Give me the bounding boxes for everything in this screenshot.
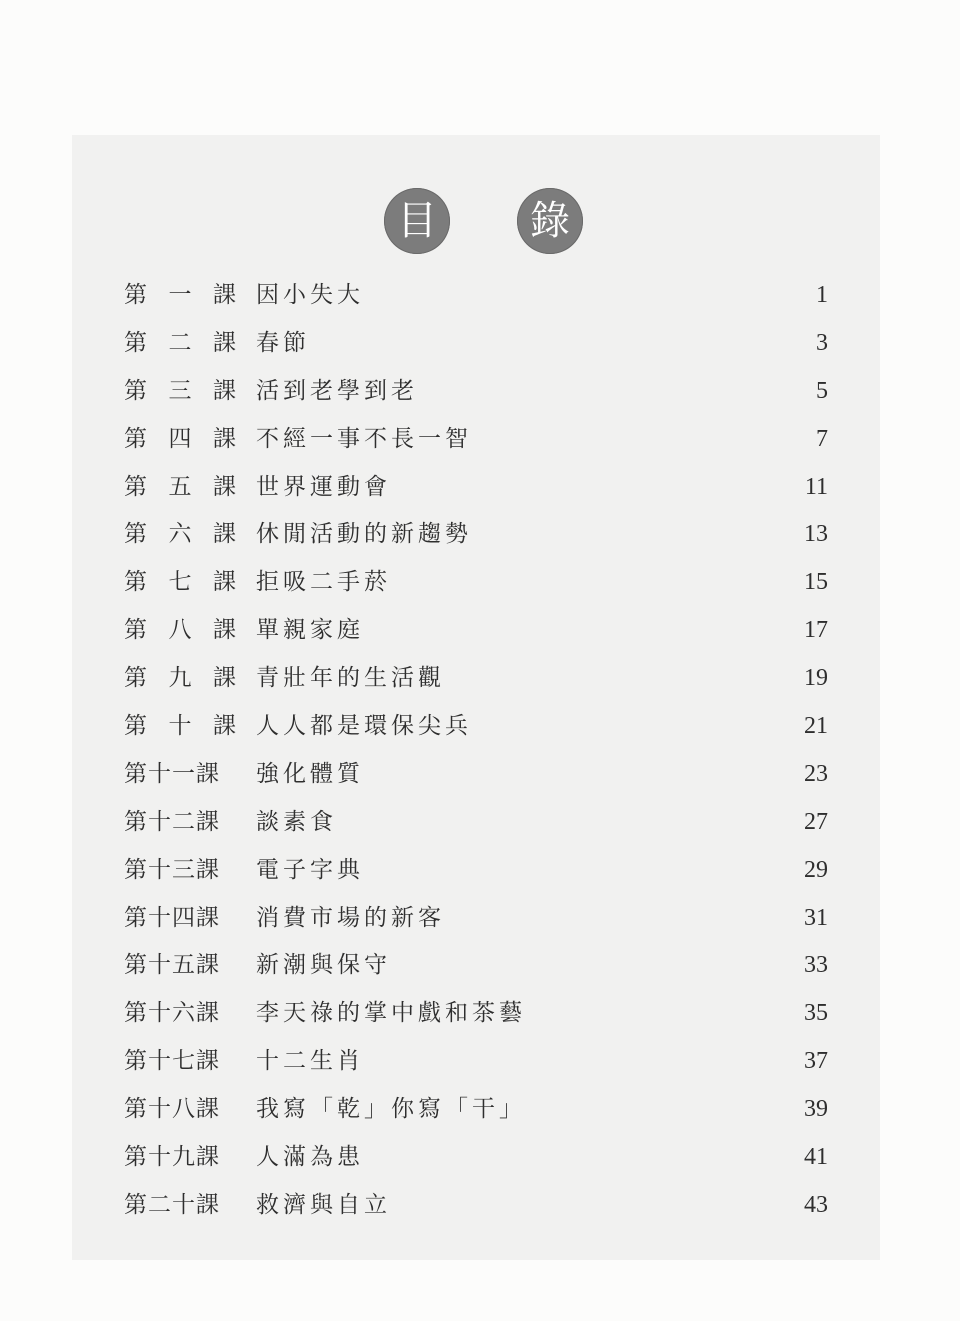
lesson-title: 世界運動會 xyxy=(256,473,391,500)
page-number: 27 xyxy=(804,808,828,835)
lesson-number: 第十三課 xyxy=(124,856,220,883)
toc-entry[interactable] xyxy=(0,511,960,559)
lesson-title: 十二生肖 xyxy=(256,1048,364,1075)
toc-entry[interactable] xyxy=(0,272,960,320)
heading-char-1: 目 xyxy=(397,198,437,244)
lesson-number: 第十七課 xyxy=(124,1048,220,1075)
page-number: 5 xyxy=(816,377,828,404)
page-number: 21 xyxy=(804,713,828,740)
lesson-title: 李天祿的掌中戲和茶藝 xyxy=(256,1000,526,1027)
toc-entry[interactable] xyxy=(0,464,960,512)
lesson-number: 第十九課 xyxy=(124,1144,220,1171)
page-number: 31 xyxy=(804,904,828,931)
page-number: 39 xyxy=(804,1096,828,1123)
page-number: 15 xyxy=(804,569,828,596)
heading-circle-2 xyxy=(517,188,583,254)
lesson-number: 第 三 課 xyxy=(124,377,236,404)
page-number: 11 xyxy=(804,473,828,500)
lesson-title: 人人都是環保尖兵 xyxy=(256,713,472,740)
page-number: 7 xyxy=(816,425,828,452)
lesson-number: 第十八課 xyxy=(124,1096,220,1123)
page-number: 17 xyxy=(804,617,828,644)
toc-entry[interactable] xyxy=(0,942,960,990)
lesson-title: 談素食 xyxy=(256,808,337,835)
lesson-number: 第 一 課 xyxy=(124,282,236,308)
page-number: 35 xyxy=(804,1000,828,1027)
lesson-number: 第十四課 xyxy=(124,904,220,931)
toc-entry[interactable] xyxy=(0,847,960,895)
lesson-title: 因小失大 xyxy=(256,282,364,308)
page-number: 29 xyxy=(804,856,828,883)
toc-entry[interactable] xyxy=(0,655,960,703)
toc-entry[interactable] xyxy=(0,895,960,943)
lesson-title: 春節 xyxy=(256,329,310,356)
lesson-number: 第 二 課 xyxy=(124,329,236,356)
page-number: 23 xyxy=(804,760,828,787)
page-number: 43 xyxy=(804,1191,828,1218)
lesson-number: 第 七 課 xyxy=(124,569,236,596)
toc-entry[interactable] xyxy=(0,416,960,464)
lesson-title: 拒吸二手菸 xyxy=(256,569,391,596)
lesson-number: 第 九 課 xyxy=(124,665,236,692)
lesson-title: 我寫「乾」你寫「干」 xyxy=(256,1096,526,1123)
page-number: 41 xyxy=(804,1144,828,1171)
page-number: 37 xyxy=(804,1048,828,1075)
lesson-title: 休閒活動的新趨勢 xyxy=(256,521,472,548)
heading-circle-1 xyxy=(384,188,450,254)
lesson-number: 第十一課 xyxy=(124,760,220,787)
page-number: 33 xyxy=(804,952,828,979)
lesson-title: 強化體質 xyxy=(256,760,364,787)
toc-entry[interactable] xyxy=(0,990,960,1038)
toc-entry[interactable] xyxy=(0,1182,960,1230)
toc-entry[interactable] xyxy=(0,703,960,751)
page-number: 1 xyxy=(816,282,828,308)
lesson-title: 單親家庭 xyxy=(256,617,364,644)
lesson-title: 救濟與自立 xyxy=(256,1191,391,1218)
lesson-title: 青壯年的生活觀 xyxy=(256,665,445,692)
toc-entry[interactable] xyxy=(0,751,960,799)
heading-char-2: 錄 xyxy=(530,198,570,244)
toc-entry[interactable] xyxy=(0,1038,960,1086)
lesson-number: 第 五 課 xyxy=(124,473,236,500)
toc-entry[interactable] xyxy=(0,1086,960,1134)
toc-entry[interactable] xyxy=(0,320,960,368)
lesson-title: 電子字典 xyxy=(256,856,364,883)
lesson-number: 第 十 課 xyxy=(124,713,236,740)
page-number: 3 xyxy=(816,329,828,356)
lesson-number: 第十五課 xyxy=(124,952,220,979)
toc-entry[interactable] xyxy=(0,368,960,416)
lesson-title: 新潮與保守 xyxy=(256,952,391,979)
lesson-title: 人滿為患 xyxy=(256,1144,364,1171)
lesson-title: 消費市場的新客 xyxy=(256,904,445,931)
page-number: 19 xyxy=(804,665,828,692)
toc-entry[interactable] xyxy=(0,559,960,607)
page-number: 13 xyxy=(804,521,828,548)
toc-entry[interactable] xyxy=(0,1134,960,1182)
toc-entry[interactable] xyxy=(0,799,960,847)
toc-entry[interactable] xyxy=(0,607,960,655)
lesson-number: 第 四 課 xyxy=(124,425,236,452)
lesson-number: 第 六 課 xyxy=(124,521,236,548)
lesson-number: 第十二課 xyxy=(124,808,220,835)
toc-heading xyxy=(0,188,960,254)
toc-list xyxy=(0,272,960,1230)
lesson-number: 第十六課 xyxy=(124,1000,220,1027)
lesson-number: 第 八 課 xyxy=(124,617,236,644)
lesson-title: 活到老學到老 xyxy=(256,377,418,404)
lesson-title: 不經一事不長一智 xyxy=(256,425,472,452)
lesson-number: 第二十課 xyxy=(124,1191,220,1218)
